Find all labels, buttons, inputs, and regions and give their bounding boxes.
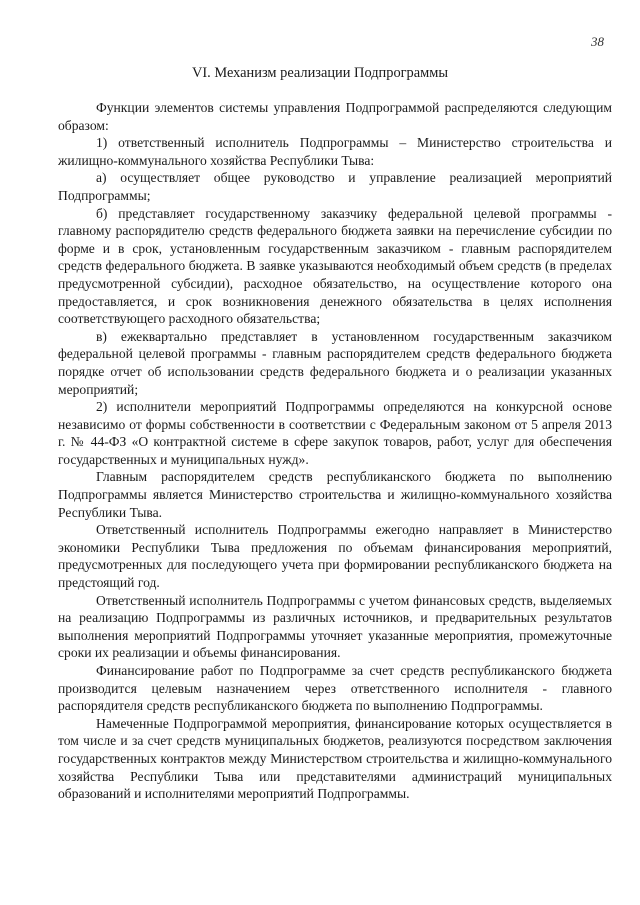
paragraph: Финансирование работ по Подпрограмме за счет средств республиканского бюджета производится целевым назначением через ответственного исполнителя - главного распорядителя средств республиканского бюджета по выполнению Подпрограммы. [58,663,612,714]
paragraph: 1) ответственный исполнитель Подпрограммы – Министерство строительства и жилищно-коммунального хозяйства Республики Тыва: [58,135,612,168]
paragraph: Ответственный исполнитель Подпрограммы с учетом финансовых средств, выделяемых на реализацию Подпрограммы из различных источников, и предварительных результатов выполнения мероприятий Подпрограммы уточняет указанные мероприятия, промежуточные сроки их реализации и объемы финансирования. [58,592,612,661]
paragraph: а) осуществляет общее руководство и управление реализацией мероприятий Подпрограммы; [58,170,612,203]
paragraph: Намеченные Подпрограммой мероприятия, финансирование которых осуществляется в том числе и за счет средств муниципальных бюджетов, реализуются посредством заключения государственных контрактов между Министерством строительства и жилищно-коммунального хозяйства Республики Тыва или представителями администраций муниципальных образований и исполнителями мероприятий Подпрограммы. [58,715,612,802]
paragraph: Главным распорядителем средств республиканского бюджета по выполнению Подпрограммы является Министерство строительства и жилищно-коммунального хозяйства Республики Тыва. [58,469,612,520]
paragraph: в) ежеквартально представляет в установленном государственным заказчиком федеральной целевой программы - главным распорядителем средств федерального бюджета порядке отчет об использовании средств федерального бюджета и о реализации указанных мероприятий; [58,328,612,397]
body-text [58,99,612,803]
section-heading: VI. Механизм реализации Подпрограммы [191,65,449,81]
paragraph: Ответственный исполнитель Подпрограммы ежегодно направляет в Министерство экономики Республики Тыва предложения по объемам финансирования мероприятий, предусмотренных для последующего учета при формировании республиканского бюджета на предстоящий год. [58,522,612,591]
page-number: 38 [591,34,604,49]
paragraph: Функции элементов системы управления Подпрограммой распределяются следующим образом: [58,100,612,133]
paragraph: б) представляет государственному заказчику федеральной целевой программы - главному распорядителю средств федерального бюджета заявки на перечисление субсидии по форме и в срок, установленным государственным заказчиком - главным распорядителем средств федерального бюджета. В заявке указываются необходимый объем средств (в пределах предусмотренной субсидии), расходное обязательство, на осуществление которого она предоставляется, и срок возникновения денежного обязательства в целях исполнения соответствующего расходного обязательства; [58,205,612,327]
paragraph: 2) исполнители мероприятий Подпрограммы определяются на конкурсной основе независимо от формы собственности в соответствии с Федеральным законом от 5 апреля 2013 г. № 44-ФЗ «О контрактной системе в сфере закупок товаров, работ, услуг для обеспечения государственных и муниципальных нужд». [58,399,612,467]
